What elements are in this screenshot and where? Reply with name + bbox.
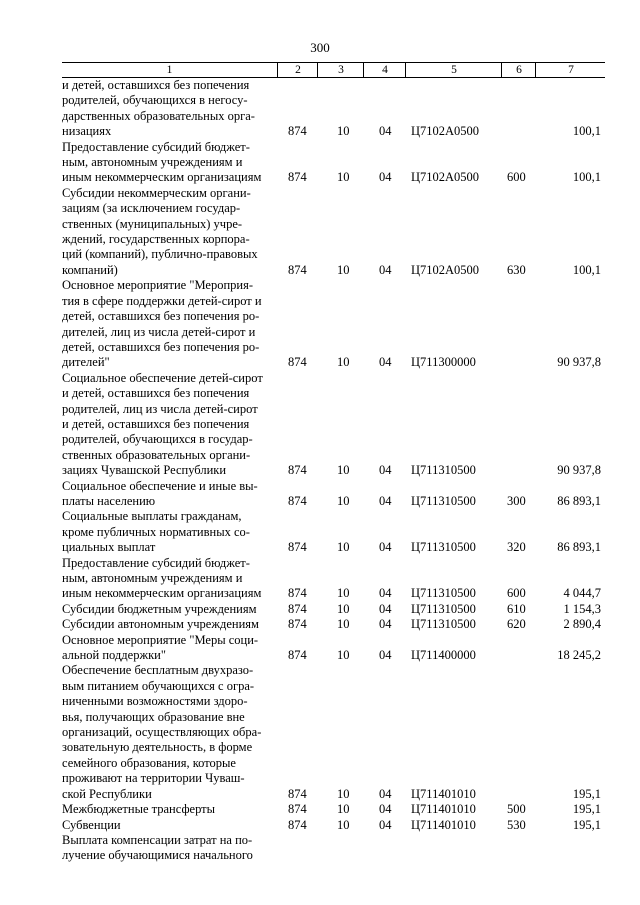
row-target-article: Ц711300000 bbox=[411, 355, 476, 370]
row-subsection-code: 04 bbox=[379, 817, 392, 832]
row-expense-type: 300 bbox=[507, 493, 526, 508]
row-chapter-code: 874 bbox=[288, 463, 307, 478]
row-amount: 18 245,2 bbox=[557, 648, 601, 663]
row-section-code: 10 bbox=[337, 802, 350, 817]
table-row bbox=[62, 833, 605, 864]
row-amount: 4 044,7 bbox=[563, 586, 601, 601]
row-subsection-code: 04 bbox=[379, 262, 392, 277]
row-amount: 195,1 bbox=[572, 802, 601, 817]
row-section-code: 10 bbox=[337, 355, 350, 370]
table-header bbox=[62, 62, 605, 78]
row-target-article: Ц711401010 bbox=[411, 802, 476, 817]
row-amount: 195,1 bbox=[572, 786, 601, 801]
table-row bbox=[62, 663, 605, 802]
row-subsection-code: 04 bbox=[379, 355, 392, 370]
table-row bbox=[62, 802, 605, 817]
row-name: Субсидии автономным учреждениям bbox=[62, 617, 259, 632]
row-target-article: Ц711310500 bbox=[411, 601, 476, 616]
row-expense-type: 630 bbox=[507, 262, 526, 277]
header-col-7: 7 bbox=[535, 63, 606, 77]
row-name: Предоставление субсидий бюджет- ным, автономным учреждениям и иным некоммерческим организациям bbox=[62, 139, 262, 185]
row-section-code: 10 bbox=[337, 493, 350, 508]
row-section-code: 10 bbox=[337, 617, 350, 632]
table-row bbox=[62, 371, 605, 479]
row-section-code: 10 bbox=[337, 170, 350, 185]
row-name: и детей, оставшихся без попечения родителей, обучающихся в негосу- дарственных образовательных орга- низациях bbox=[62, 78, 255, 139]
table-row bbox=[62, 556, 605, 602]
row-amount: 100,1 bbox=[572, 124, 601, 139]
row-chapter-code: 874 bbox=[288, 817, 307, 832]
row-expense-type: 600 bbox=[507, 170, 526, 185]
row-name: Субсидии бюджетным учреждениям bbox=[62, 601, 257, 616]
budget-table-body bbox=[62, 78, 605, 864]
row-section-code: 10 bbox=[337, 540, 350, 555]
table-row bbox=[62, 617, 605, 632]
row-amount: 90 937,8 bbox=[557, 463, 601, 478]
row-name: Субвенции bbox=[62, 817, 121, 832]
row-name: Выплата компенсации затрат на по- лучение обучающимися начального bbox=[62, 832, 253, 863]
row-name: Субсидии некоммерческим органи- зациям (за исключением государ- ственных (муниципальных) учре- ждений, государственных корпора- ций (компаний), публично-правовых компаний) bbox=[62, 185, 258, 277]
row-chapter-code: 874 bbox=[288, 540, 307, 555]
row-chapter-code: 874 bbox=[288, 601, 307, 616]
row-target-article: Ц711310500 bbox=[411, 586, 476, 601]
row-expense-type: 600 bbox=[507, 586, 526, 601]
row-target-article: Ц711310500 bbox=[411, 493, 476, 508]
row-chapter-code: 874 bbox=[288, 124, 307, 139]
row-name: Межбюджетные трансферты bbox=[62, 802, 216, 817]
row-name: Основное мероприятие "Меры соци- альной поддержки" bbox=[62, 632, 259, 663]
row-amount: 195,1 bbox=[572, 817, 601, 832]
table-row bbox=[62, 140, 605, 186]
row-section-code: 10 bbox=[337, 124, 350, 139]
row-subsection-code: 04 bbox=[379, 648, 392, 663]
table-row bbox=[62, 186, 605, 278]
row-section-code: 10 bbox=[337, 601, 350, 616]
row-expense-type: 320 bbox=[507, 540, 526, 555]
row-subsection-code: 04 bbox=[379, 170, 392, 185]
row-target-article: Ц711400000 bbox=[411, 648, 476, 663]
row-name: Основное мероприятие "Мероприя- тия в сфере поддержки детей-сирот и детей, оставшихся без попечения ро- дителей, лиц из числа детей-сирот и детей, оставшихся без попечения ро- дителей" bbox=[62, 278, 262, 370]
header-col-6: 6 bbox=[501, 63, 536, 77]
table-row bbox=[62, 278, 605, 370]
row-target-article: Ц7102А0500 bbox=[411, 124, 480, 139]
row-target-article: Ц7102А0500 bbox=[411, 262, 480, 277]
page-number: 300 bbox=[310, 40, 330, 55]
row-amount: 100,1 bbox=[572, 170, 601, 185]
row-subsection-code: 04 bbox=[379, 786, 392, 801]
row-target-article: Ц711401010 bbox=[411, 817, 476, 832]
table-row bbox=[62, 633, 605, 664]
row-chapter-code: 874 bbox=[288, 170, 307, 185]
row-subsection-code: 04 bbox=[379, 124, 392, 139]
row-amount: 86 893,1 bbox=[557, 493, 601, 508]
row-chapter-code: 874 bbox=[288, 262, 307, 277]
row-chapter-code: 874 bbox=[288, 493, 307, 508]
header-col-1: 1 bbox=[166, 64, 173, 76]
row-chapter-code: 874 bbox=[288, 648, 307, 663]
row-amount: 86 893,1 bbox=[557, 540, 601, 555]
row-chapter-code: 874 bbox=[288, 786, 307, 801]
row-section-code: 10 bbox=[337, 463, 350, 478]
row-name: Социальные выплаты гражданам, кроме публичных нормативных со- циальных выплат bbox=[62, 509, 250, 555]
row-name: Социальное обеспечение и иные вы- платы населению bbox=[62, 478, 258, 508]
table-row bbox=[62, 78, 605, 140]
row-expense-type: 610 bbox=[507, 601, 526, 616]
row-target-article: Ц711310500 bbox=[411, 617, 476, 632]
header-col-2: 2 bbox=[277, 63, 318, 77]
row-expense-type: 620 bbox=[507, 617, 526, 632]
row-subsection-code: 04 bbox=[379, 586, 392, 601]
header-col-5: 5 bbox=[405, 63, 502, 77]
row-name: Социальное обеспечение детей-сирот и детей, оставшихся без попечения родителей, лиц из числа детей-сирот и детей, оставшихся без попечения родителей, обучающихся в государ- ственных образовательных органи- зациях Чувашской Республики bbox=[62, 370, 263, 478]
row-expense-type: 530 bbox=[507, 817, 526, 832]
row-chapter-code: 874 bbox=[288, 617, 307, 632]
row-name: Предоставление субсидий бюджет- ным, автономным учреждениям и иным некоммерческим организациям bbox=[62, 555, 262, 601]
table-row bbox=[62, 602, 605, 617]
row-amount: 2 890,4 bbox=[563, 617, 601, 632]
row-subsection-code: 04 bbox=[379, 617, 392, 632]
row-subsection-code: 04 bbox=[379, 802, 392, 817]
header-col-3: 3 bbox=[317, 63, 364, 77]
row-subsection-code: 04 bbox=[379, 540, 392, 555]
row-target-article: Ц711310500 bbox=[411, 463, 476, 478]
row-target-article: Ц7102А0500 bbox=[411, 170, 480, 185]
row-chapter-code: 874 bbox=[288, 802, 307, 817]
row-section-code: 10 bbox=[337, 786, 350, 801]
table-row bbox=[62, 509, 605, 555]
row-expense-type: 500 bbox=[507, 802, 526, 817]
row-target-article: Ц711401010 bbox=[411, 786, 476, 801]
row-chapter-code: 874 bbox=[288, 355, 307, 370]
row-subsection-code: 04 bbox=[379, 493, 392, 508]
header-col-4: 4 bbox=[363, 63, 406, 77]
row-name: Обеспечение бесплатным двухразо- вым питанием обучающихся с огра- ниченными возможностями здоро- вья, получающих образование вне организаций, осуществляющих обра- зовательную деятельность, в форме семейного образования, которые проживают на территории Чуваш- ской Республики bbox=[62, 663, 262, 801]
row-amount: 1 154,3 bbox=[563, 601, 601, 616]
row-chapter-code: 874 bbox=[288, 586, 307, 601]
row-section-code: 10 bbox=[337, 262, 350, 277]
row-section-code: 10 bbox=[337, 648, 350, 663]
table-row bbox=[62, 818, 605, 833]
row-amount: 100,1 bbox=[572, 262, 601, 277]
row-subsection-code: 04 bbox=[379, 463, 392, 478]
row-section-code: 10 bbox=[337, 817, 350, 832]
table-row bbox=[62, 479, 605, 510]
row-section-code: 10 bbox=[337, 586, 350, 601]
row-target-article: Ц711310500 bbox=[411, 540, 476, 555]
row-subsection-code: 04 bbox=[379, 601, 392, 616]
row-amount: 90 937,8 bbox=[557, 355, 601, 370]
